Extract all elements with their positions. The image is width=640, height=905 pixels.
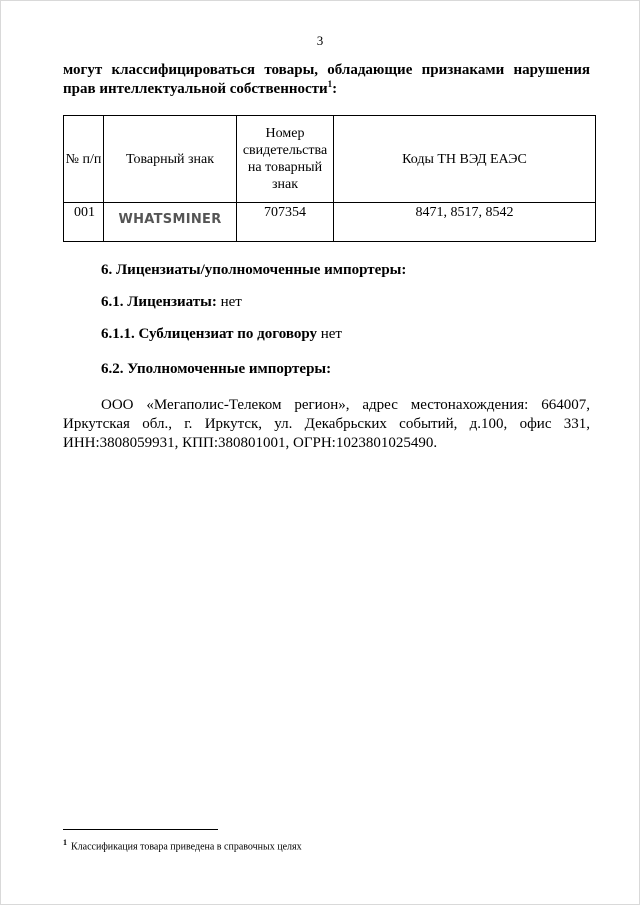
- section-6-1-value: нет: [216, 294, 242, 310]
- cell-trademark: [104, 203, 237, 242]
- footnote: [63, 836, 302, 853]
- section-6-1-title: 6.1. Лицензиаты:: [101, 294, 217, 310]
- page-number: 3: [316, 33, 324, 48]
- footnote-reference[interactable]: 1: [327, 79, 333, 89]
- intro-line-2: прав интеллектуальной собственности: [63, 81, 328, 97]
- intro-line-1: могут классифицироваться товары, обладающие признаками нарушения: [63, 62, 590, 78]
- section-6-2-title: 6.2. Уполномоченные импортеры:: [101, 361, 332, 377]
- header-certificate: Номер свидетельства на товарный знак: [237, 116, 334, 203]
- cell-certificate: 707354: [237, 203, 334, 242]
- table-row: [64, 203, 596, 242]
- section-6-2-heading: [101, 360, 331, 379]
- section-6-title: 6. Лицензиаты/уполномоченные импортеры:: [101, 262, 407, 278]
- section-6-1-1-value: нет: [316, 326, 342, 342]
- cell-codes: 8471, 8517, 8542: [334, 203, 596, 242]
- importer-paragraph: ООО «Мегаполис-Телеком регион», адрес местонахождения: 664007, Иркутская обл., г. Иркутск, ул. Декабрьских событий, д.100, офис 331, ИНН:3808059931, КПП:380801001, ОГРН:1023801025490.: [63, 397, 590, 451]
- whatsminer-logo: WHATSMINER: [118, 212, 222, 227]
- section-6-1-1-title: 6.1.1. Сублицензиат по договору: [101, 326, 317, 342]
- trademark-table: [63, 115, 596, 242]
- table-header-row: [64, 116, 596, 203]
- intro-paragraph: [63, 61, 590, 99]
- header-trademark: Товарный знак: [104, 116, 237, 203]
- footnote-divider: [63, 829, 218, 830]
- cell-num: 001: [64, 203, 104, 242]
- footnote-text: Классификация товара приведена в справочных целях: [71, 841, 302, 853]
- section-6-1-1: [101, 325, 342, 344]
- section-6-heading: [101, 261, 406, 280]
- section-6-1: [101, 293, 242, 312]
- footnote-marker: 1: [63, 838, 67, 847]
- header-codes: Коды ТН ВЭД ЕАЭС: [334, 116, 596, 203]
- header-num: № п/п: [64, 116, 104, 203]
- intro-colon: :: [332, 81, 338, 97]
